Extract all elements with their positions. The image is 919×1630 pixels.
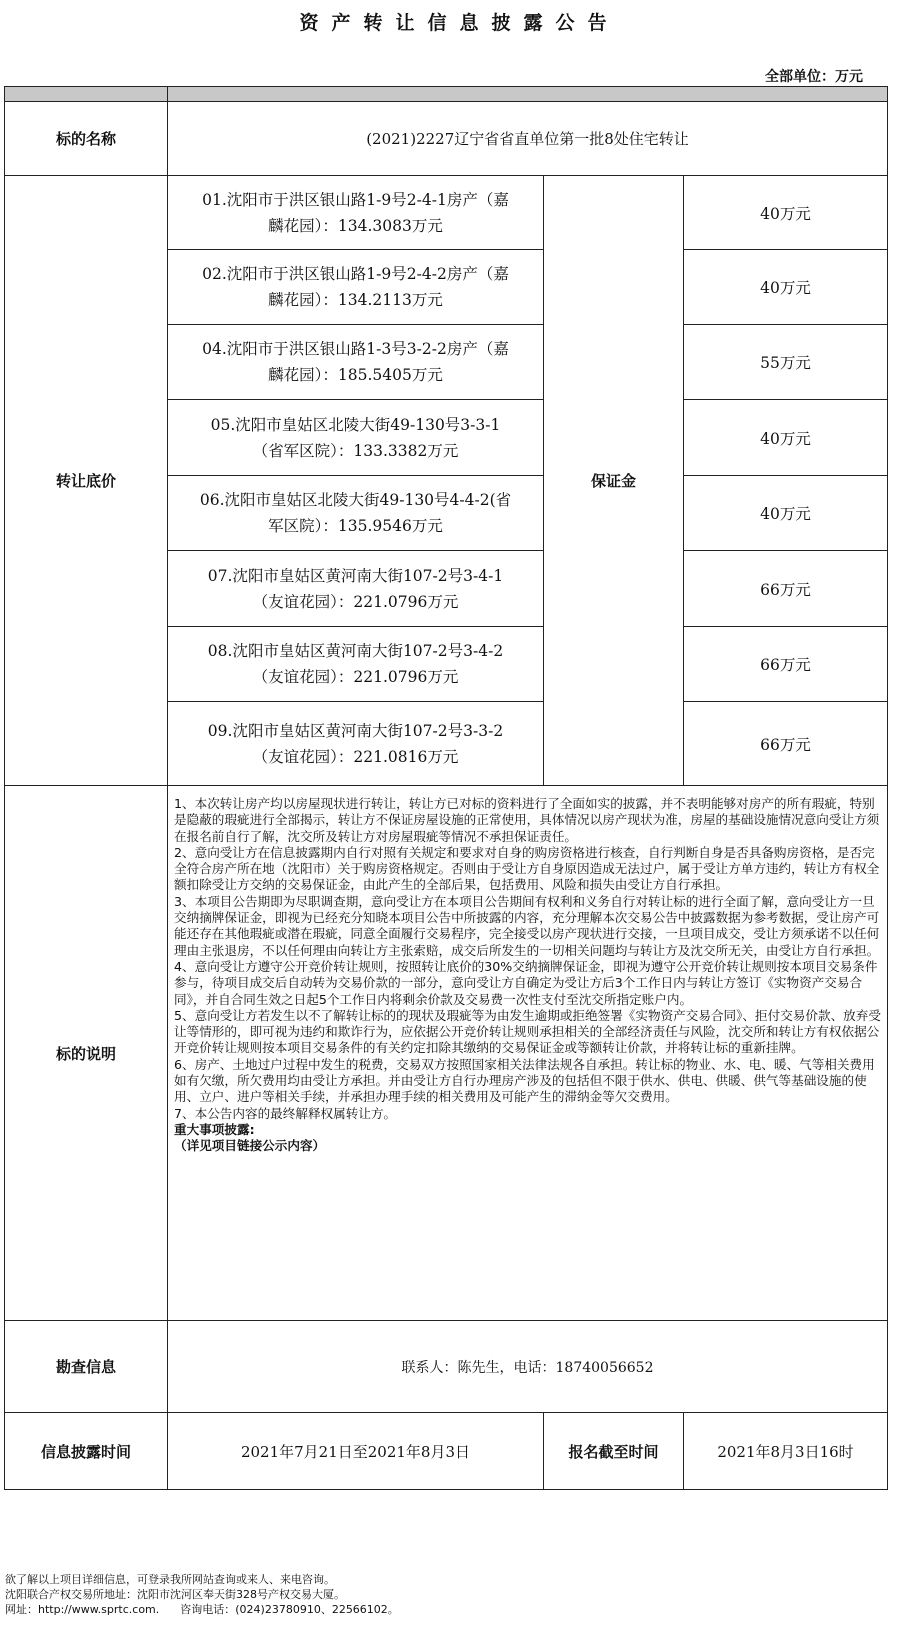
deposit-value: 40万元	[684, 476, 888, 551]
deposit-value: 66万元	[684, 551, 888, 627]
deposit-value: 40万元	[684, 250, 888, 325]
property-line-2: 军区院）：135.9546万元	[268, 517, 443, 535]
disclosure-time-value: 2021年7月21日至2021年8月3日	[168, 1413, 544, 1490]
description-paragraph: 6、房产、土地过户过程中发生的税费，交易双方按照国家相关法律法规各自承担。转让标的物业、水、电、暖、气等相关费用如有欠缴，所欠费用均由受让方承担。并由受让方自行办理房产涉及的包括但不限于供水、供电、供暖、供气等基础设施的使用、立户、进户等相关手续，并承担办理手续的相关费用及可能产生的滞纳金等欠交费用。	[174, 1056, 875, 1105]
deposit-value: 66万元	[684, 627, 888, 702]
footer-website[interactable]: 网址：http://www.sprtc.com.	[5, 1603, 160, 1616]
price-rows	[5, 176, 888, 786]
property-line-2: （友谊花园）：221.0796万元	[252, 668, 459, 686]
description-row	[5, 786, 888, 1321]
subject-name-label: 标的名称	[5, 102, 168, 176]
property-description	[168, 551, 544, 627]
transfer-price-label: 转让底价	[5, 176, 168, 786]
table-header-bar	[5, 87, 888, 102]
property-line-2: （友谊花园）：221.0796万元	[252, 592, 459, 611]
footer-phone: 咨询电话：(024)23780910、22566102。	[180, 1603, 399, 1616]
property-line-1: 02.沈阳市于洪区银山路1-9号2-4-2房产（嘉	[202, 265, 509, 283]
property-description	[168, 702, 544, 786]
deadline-label: 报名截至时间	[544, 1413, 684, 1490]
property-line-1: 08.沈阳市皇姑区黄河南大街107-2号3-4-2	[207, 642, 504, 660]
disclosure-table	[4, 86, 888, 1490]
property-line-1: 07.沈阳市皇姑区黄河南大街107-2号3-4-1	[207, 566, 504, 585]
property-description	[168, 250, 544, 325]
deposit-value: 40万元	[684, 176, 888, 250]
subject-name-row	[5, 102, 888, 176]
description-text	[168, 786, 888, 1321]
property-line-2: 麟花园）：185.5405万元	[268, 366, 443, 384]
footer-line-1: 欲了解以上项目详细信息，可登录我所网站查询或来人、来电咨询。	[5, 1573, 335, 1586]
property-line-2: （友谊花园）：221.0816万元	[252, 747, 459, 766]
description-paragraph: 2、意向受让方在信息披露期内自行对照有关规定和要求对自身的购房资格进行核查，自行判断自身是否具备购房资格，是否完全符合房产所在地（沈阳市）关于购房资格规定。否则由于受让方自身原因造成无法过户，属于受让方单方违约，转让方有权全额扣除受让方交纳的交易保证金，由此产生的全部后果，包括费用、风险和损失由受让方自行承担。	[174, 844, 880, 893]
property-description	[168, 325, 544, 400]
property-description	[168, 476, 544, 551]
property-line-1: 04.沈阳市于洪区银山路1-3号3-2-2房产（嘉	[202, 340, 509, 358]
deposit-value: 40万元	[684, 400, 888, 476]
footer	[5, 1572, 399, 1617]
property-description	[168, 400, 544, 476]
footer-line-3	[5, 1602, 399, 1617]
survey-row	[5, 1321, 888, 1413]
description-paragraph: 1、本次转让房产均以房屋现状进行转让，转让方已对标的资料进行了全面如实的披露，并不表明能够对房产的所有瑕疵，特别是隐蔽的瑕疵进行全部揭示，转让方不保证房屋设施的正常使用，具体情况以房产现状为准，房屋的基础设施情况意向受让方须在报名前自行了解，沈交所及转让方对房屋瑕疵等情况不承担保证责任。	[174, 796, 880, 844]
deadline-value: 2021年8月3日16时	[684, 1413, 888, 1490]
survey-label: 勘查信息	[5, 1321, 168, 1413]
property-line-1: 01.沈阳市于洪区银山路1-9号2-4-1房产（嘉	[202, 190, 509, 209]
major-disclosure-title: 重大事项披露:	[174, 1121, 255, 1137]
description-paragraph: 4、意向受让方遵守公开竞价转让规则，按照转让底价的30%交纳摘牌保证金，即视为遵守公开竞价转让规则按本项目交易条件参与，待项目成交后自动转为交易价款的一部分，意向受让方自确定为受让方后3个工作日内与转让方签订《实物资产交易合同》，并自合同生效之日起5个工作日内将剩余价款及交易费一次性支付至沈交所指定账户内。	[174, 958, 878, 1007]
footer-line-2: 沈阳联合产权交易所地址：沈阳市沈河区奉天街328号产权交易大厦。	[5, 1588, 345, 1601]
description-label: 标的说明	[5, 786, 168, 1321]
property-line-2: 麟花园）：134.2113万元	[268, 291, 443, 309]
major-disclosure-text: （详见项目链接公示内容）	[174, 1138, 326, 1154]
property-line-1: 05.沈阳市皇姑区北陵大街49-130号3-3-1	[210, 415, 501, 434]
property-description	[168, 627, 544, 702]
description-paragraph: 3、本项目公告期即为尽职调查期，意向受让方在本项目公告期间有权利和义务自行对转让标的进行全面了解，意向受让方一旦交纳摘牌保证金，即视为已经充分知晓本项目公告中所披露的内容，充分理解本次交易公告中披露数据为参考数据，受让房产可能还存在其他瑕疵或潜在瑕疵，同意全面履行交易程序，完全接受以房产现状进行交接，一旦项目成交，受让方须承诺不以任何理由主张退房，不以任何理由向转让方主张索赔，成交后所发生的一切相关问题均与转让方及沈交所无关，由受让方自行承担。	[174, 893, 880, 958]
unit-note: 全部单位：万元	[765, 69, 863, 85]
deposit-value: 55万元	[684, 325, 888, 400]
property-line-1: 06.沈阳市皇姑区北陵大街49-130号4-4-2(省	[199, 491, 512, 509]
page-title: 资产转让信息披露公告	[299, 12, 620, 34]
subject-name-value: (2021)2227辽宁省省直单位第一批8处住宅转让	[168, 102, 888, 176]
disclosure-time-label: 信息披露时间	[5, 1413, 168, 1490]
deposit-value: 66万元	[684, 702, 888, 786]
survey-value: 联系人：陈先生，电话：18740056652	[168, 1321, 888, 1413]
price-row	[5, 176, 888, 250]
property-line-2: （省军区院）：133.3382万元	[252, 441, 459, 460]
property-description	[168, 176, 544, 250]
deposit-label: 保证金	[544, 176, 684, 786]
description-paragraph: 5、意向受让方若发生以不了解转让标的的现状及瑕疵等为由发生逾期或拒绝签署《实物资产交易合同》、拒付交易价款、放弃受让等情形的，即可视为违约和欺诈行为，应依据公开竞价转让规则承担相关的全部经济责任与风险，沈交所和转让方有权依据公开竞价转让规则按本项目交易条件的有关约定扣除其缴纳的交易保证金或等额转让价款，并将转让标的重新挂牌。	[174, 1007, 881, 1056]
disclosure-time-row	[5, 1413, 888, 1490]
property-line-2: 麟花园）：134.3083万元	[268, 216, 443, 235]
description-paragraphs	[174, 796, 883, 1122]
property-line-1: 09.沈阳市皇姑区黄河南大街107-2号3-3-2	[207, 721, 504, 740]
description-paragraph: 7、本公告内容的最终解释权属转让方。	[174, 1105, 397, 1121]
